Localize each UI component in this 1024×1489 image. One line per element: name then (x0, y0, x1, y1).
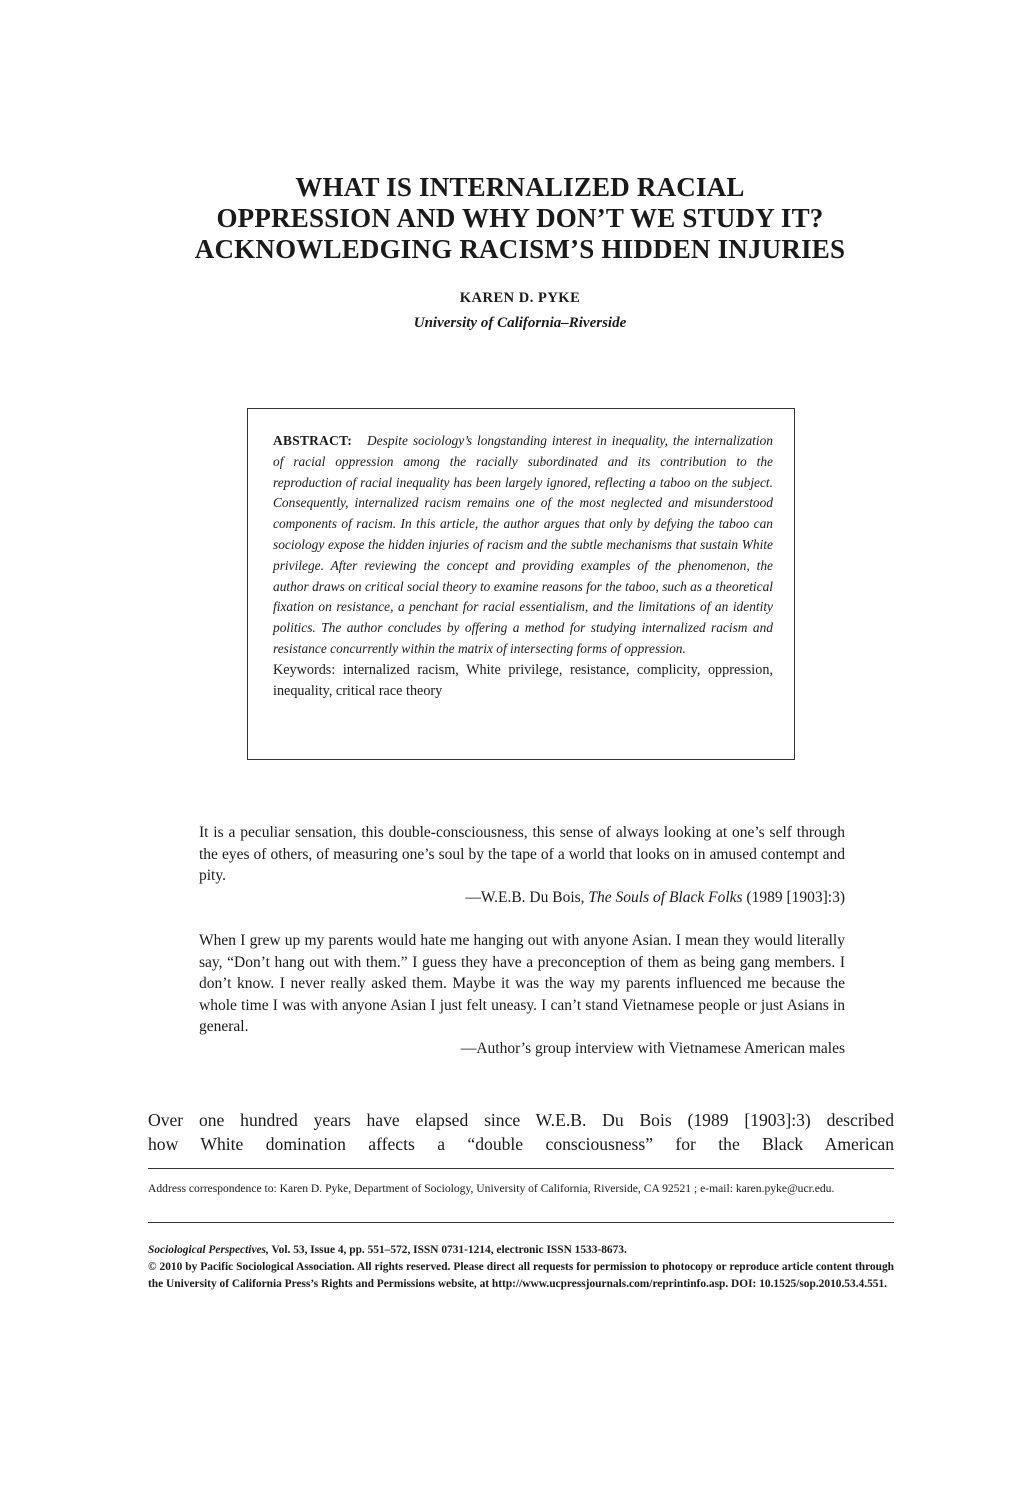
abstract-text (273, 431, 773, 701)
epigraph-quote: When I grew up my parents would hate me hanging out with anyone Asian. I mean they would literally say, “Don’t hang out with them.” I guess they have a preconception of them as being gang members. I don’t know. I never really asked them. Maybe it was the way my parents influenced me because the whole time I was with anyone Asian I just felt uneasy. I can’t stand Vietnamese people or just Asians in general. (199, 932, 845, 1036)
title-line: OPPRESSION AND WHY DON’T WE STUDY IT? (216, 203, 824, 233)
body-line: how White domination affects a “double consciousness” for the Black American (148, 1134, 894, 1154)
epigraph-quote: It is a peculiar sensation, this double-consciousness, this sense of always looking at one’s self through the eyes of others, of measuring one’s soul by the tape of a world that looks on in amused contempt and pity. (199, 824, 845, 885)
abstract-label: ABSTRACT: (273, 433, 353, 448)
article-title (100, 172, 940, 265)
title-line: WHAT IS INTERNALIZED RACIAL (295, 172, 745, 202)
publication-info (148, 1242, 894, 1294)
epigraph-du-bois (199, 822, 845, 908)
attribution-year: (1989 [1903]:3) (742, 888, 845, 906)
body-paragraph (148, 1108, 894, 1156)
epigraph-attribution: —Author’s group interview with Vietnamese American males (460, 1039, 845, 1057)
author-affiliation: University of California–Riverside (413, 315, 627, 331)
citation-details: Vol. 53, Issue 4, pp. 551–572, ISSN 0731-1214, electronic ISSN 1533-8673. (268, 1244, 627, 1256)
journal-name: Sociological Perspectives, (148, 1244, 269, 1256)
abstract-body: Despite sociology’s longstanding interest in inequality, the internalization of racial oppression among the racially subordinated and its contribution to the reproduction of racial inequality has been largely ignored, reflecting a taboo on the subject. Consequently, internalized racism remains one of the most neglected and misunderstood components of racism. In this article, the author argues that only by defying the taboo can sociology expose the hidden injuries of racism and the subtle mechanisms that sustain White privilege. After reviewing the concept and providing examples of the phenomenon, the author draws on critical social theory to examine reasons for the taboo, such as a theoretical fixation on resistance, a penchant for racial essentialism, and the limitations of an identity politics. The author concludes by offering a method for studying internalized racism and resistance concurrently within the matrix of intersecting forms of oppression. (273, 433, 773, 656)
attribution-book-title: The Souls of Black Folks (588, 888, 743, 906)
correspondence-footnote: Address correspondence to: Karen D. Pyke, Department of Sociology, University of California, Riverside, CA 92521 ; e-mail: karen.pyke@ucr.edu. (148, 1182, 835, 1195)
body-line: Over one hundred years have elapsed since W.E.B. Du Bois (1989 [1903]:3) described (148, 1110, 894, 1130)
keywords: Keywords: internalized racism, White privilege, resistance, complicity, oppression, inequality, critical race theory (273, 661, 773, 699)
footnote-divider (148, 1168, 894, 1169)
copyright-notice: © 2010 by Pacific Sociological Association. All rights reserved. Please direct all requests for permission to photocopy or reproduce article content through the University of California Press’s Rights and Permissions website, at http://www.ucpressjournals.com/reprintinfo.asp. DOI: 10.1525/sop.2010.53.4.551. (148, 1261, 894, 1291)
author-name: KAREN D. PYKE (459, 290, 581, 306)
abstract-box (247, 408, 795, 760)
title-line: ACKNOWLEDGING RACISM’S HIDDEN INJURIES (194, 234, 846, 264)
publication-divider (148, 1222, 894, 1223)
epigraph-interview (199, 930, 845, 1060)
epigraph-attribution (199, 887, 845, 909)
citation-line (148, 1242, 894, 1259)
attribution-author: —W.E.B. Du Bois, (465, 888, 589, 906)
